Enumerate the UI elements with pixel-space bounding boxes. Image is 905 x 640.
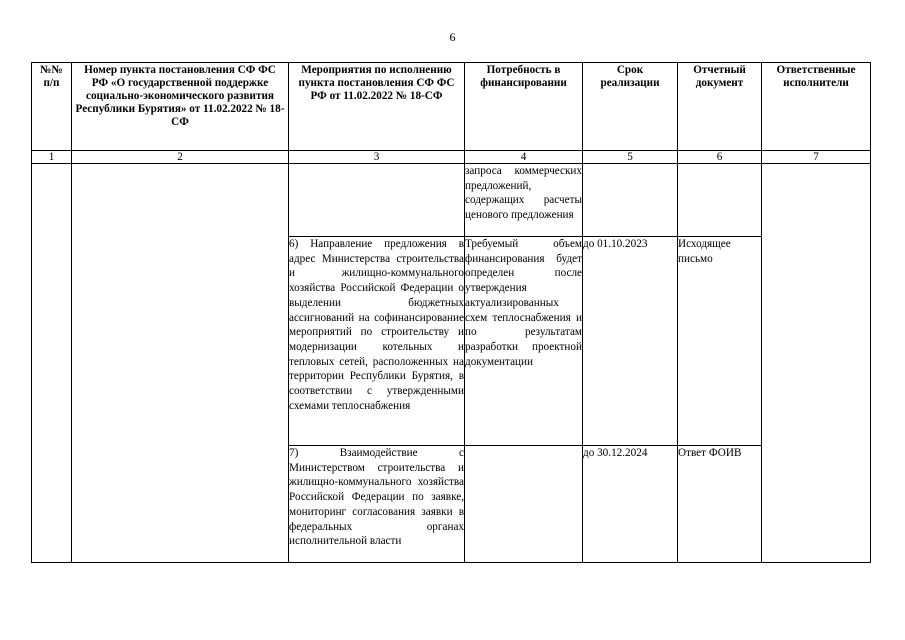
- cell-report-document: Исходящее письмо: [678, 237, 762, 446]
- column-number: 7: [762, 151, 871, 164]
- column-number: 6: [678, 151, 762, 164]
- cell-number: [32, 164, 72, 563]
- cell-funding: запроса коммерческих предложений, содержащих расчеты ценового предложения: [465, 164, 583, 237]
- cell-measure: [289, 164, 465, 237]
- column-number: 5: [583, 151, 678, 164]
- table-row: [32, 164, 871, 237]
- cell-funding: [465, 446, 583, 563]
- column-number-row: [32, 151, 871, 164]
- header-funding: Потребность в финансировании: [465, 63, 583, 151]
- table-header-row: [32, 63, 871, 151]
- column-number: 4: [465, 151, 583, 164]
- header-resolution-item: Номер пункта постановления СФ ФС РФ «О государственной поддержке социально-экономического развития Республики Бурятия» от 11.02.2022 № 18-СФ: [72, 63, 289, 151]
- cell-report-document: Ответ ФОИВ: [678, 446, 762, 563]
- header-number: №№ п/п: [32, 63, 72, 151]
- cell-deadline: [583, 164, 678, 237]
- column-number: 2: [72, 151, 289, 164]
- header-responsible: Ответственные исполнители: [762, 63, 871, 151]
- page-number: 6: [449, 30, 456, 44]
- cell-report-document: [678, 164, 762, 237]
- header-report-document: Отчетный документ: [678, 63, 762, 151]
- column-number: 1: [32, 151, 72, 164]
- cell-resolution-item: [72, 164, 289, 563]
- cell-measure: 7) Взаимодействие с Министерством строительства и жилищно-коммунального хозяйства Российской Федерации по заявке, мониторинг согласования заявки в федеральных органах исполнительной власти: [289, 446, 465, 563]
- cell-responsible: [762, 164, 871, 563]
- cell-deadline: до 01.10.2023: [583, 237, 678, 446]
- cell-funding: Требуемый объем финансирования будет определен после утверждения актуализированных схем теплоснабжения и по результатам разработки проектной документации: [465, 237, 583, 446]
- measures-table: [31, 62, 871, 563]
- column-number: 3: [289, 151, 465, 164]
- header-deadline: Срок реализации: [583, 63, 678, 151]
- cell-measure: 6) Направление предложения в адрес Министерства строительства и жилищно-коммунального хозяйства Российской Федерации о выделении бюджетных ассигнований на софинансирование мероприятий по строительству и модернизации котельных и тепловых сетей, расположенных на территории Республики Бурятия, в соответствии с утвержденными схемами теплоснабжения: [289, 237, 465, 446]
- cell-deadline: до 30.12.2024: [583, 446, 678, 563]
- header-measures: Мероприятия по исполнению пункта постановления СФ ФС РФ от 11.02.2022 № 18-СФ: [289, 63, 465, 151]
